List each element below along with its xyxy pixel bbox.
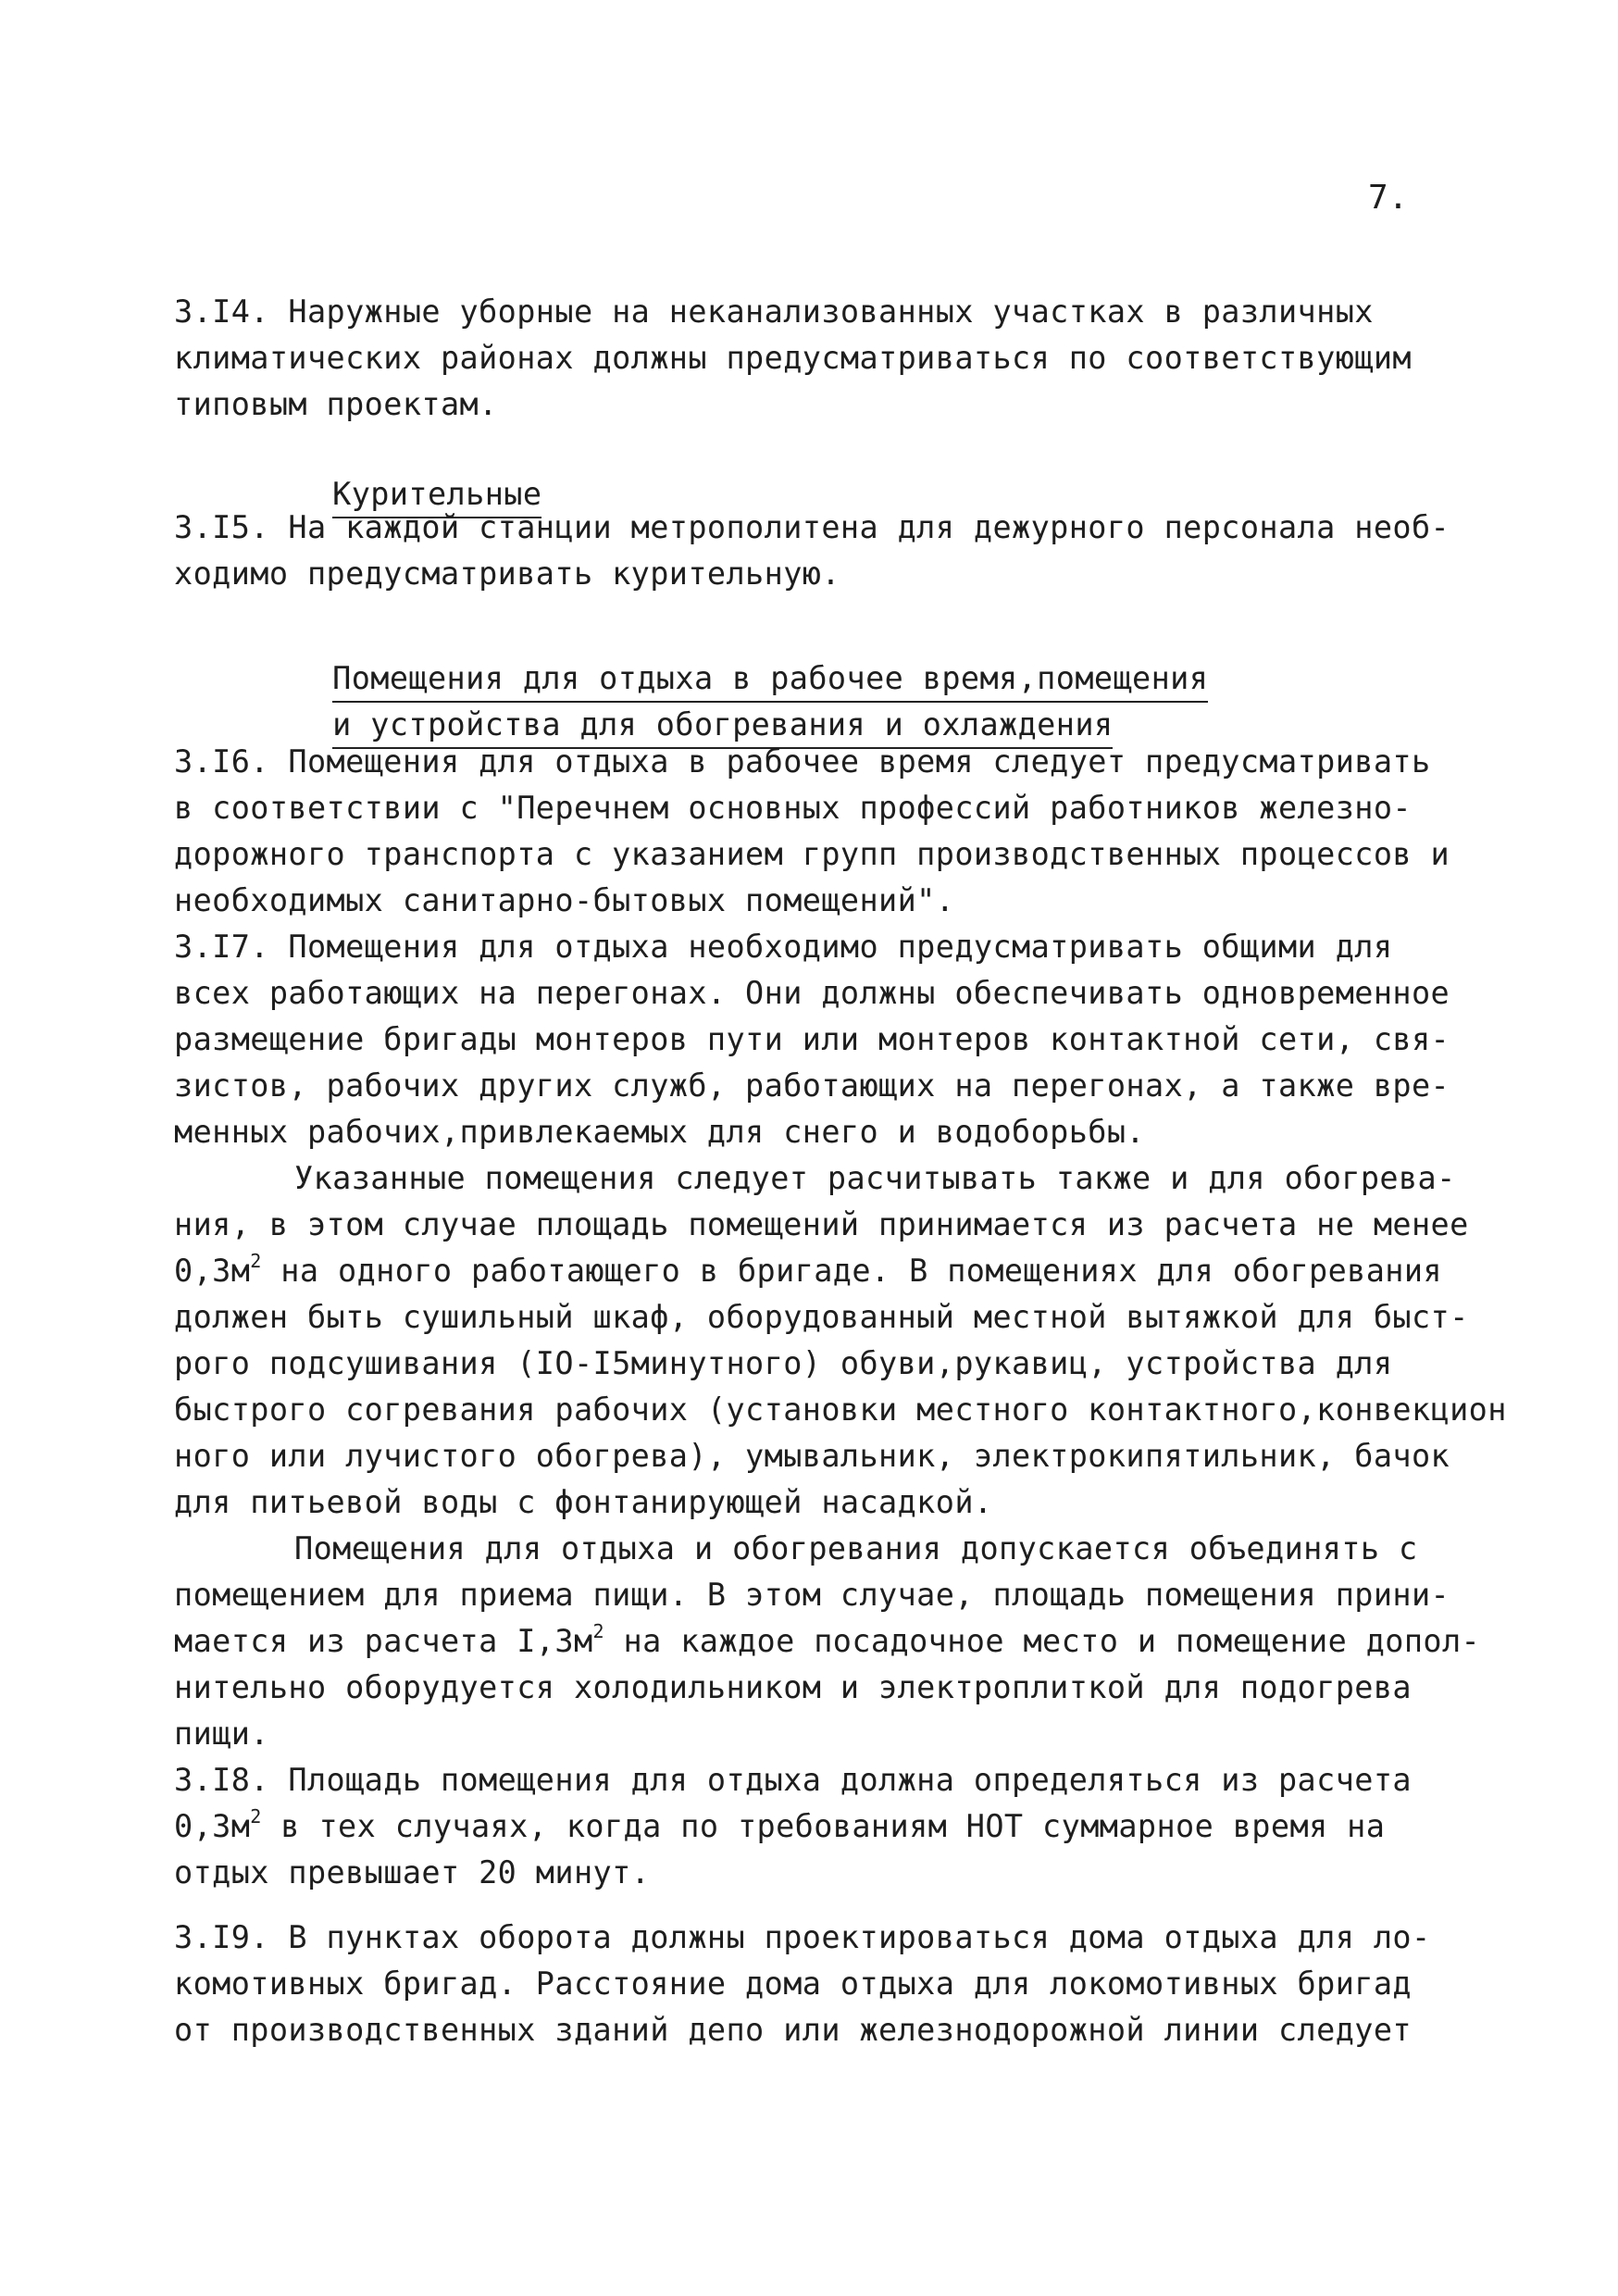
paragraph-3-18-line-3: отдых превышает 20 минут. xyxy=(174,1854,651,1890)
paragraph-3-18-line-2 xyxy=(174,1805,1386,1844)
superscript-2: 2 xyxy=(250,1805,262,1828)
heading-rest-rooms-text-1: Помещения для отдыха в рабочее время,помещения xyxy=(332,660,1208,703)
paragraph-3-17b-line-8: для питьевой воды с фонтанирующей насадкой. xyxy=(174,1484,993,1520)
page-number: 7. xyxy=(1368,179,1409,217)
paragraph-3-14-line-3: типовым проектам. xyxy=(174,386,498,422)
paragraph-3-18-line-1: 3.I8. Площадь помещения для отдыха должна определяться из расчета xyxy=(174,1762,1412,1798)
line-text: на каждое посадочное место и помещение допол- xyxy=(604,1623,1481,1659)
paragraph-3-19-line-2: комотивных бригад. Расстояние дома отдыха для локомотивных бригад xyxy=(174,1965,1412,2002)
paragraph-3-14-line-1: 3.I4. Наружные уборные на неканализованных участках в различных xyxy=(174,293,1374,330)
paragraph-3-17b-line-1: Указанные помещения следует расчитывать также и для обогрева- xyxy=(294,1160,1456,1196)
paragraph-3-16-line-4: необходимых санитарно-бытовых помещений". xyxy=(174,882,955,918)
paragraph-3-17c-line-3 xyxy=(174,1620,1481,1659)
line-text: на одного работающего в бригаде. В помещениях для обогревания xyxy=(261,1253,1442,1289)
line-text: в тех случаях, когда по требованиям НОТ суммарное время на xyxy=(261,1808,1386,1844)
paragraph-3-17b-line-6: быстрого согревания рабочих (установки местного контактного,конвекцион xyxy=(174,1391,1507,1428)
paragraph-3-17-line-2: всех работающих на перегонах. Они должны обеспечивать одновременное xyxy=(174,975,1450,1011)
heading-smoking-rooms xyxy=(294,447,542,512)
heading-smoking-rooms-text: Курительные xyxy=(332,476,541,518)
paragraph-3-17b-line-5: рого подсушивания (IO-I5минутного) обуви,рукавиц, устройства для xyxy=(174,1345,1393,1381)
superscript-2: 2 xyxy=(592,1620,604,1642)
paragraph-3-17b-line-2: ния, в этом случае площадь помещений принимается из расчета не менее xyxy=(174,1206,1469,1242)
paragraph-3-14-line-2: климатических районах должны предусматриваться по соответствующим xyxy=(174,340,1412,376)
paragraph-3-17-line-1: 3.I7. Помещения для отдыха необходимо предусматривать общими для xyxy=(174,929,1393,965)
paragraph-3-17c-line-1: Помещения для отдыха и обогревания допускается объединять с xyxy=(294,1530,1418,1566)
paragraph-3-17c-line-2: помещением для приема пищи. В этом случае, площадь помещения прини- xyxy=(174,1577,1450,1613)
paragraph-3-17-line-3: размещение бригады монтеров пути или монтеров контактной сети, свя- xyxy=(174,1021,1450,1057)
heading-rest-rooms-line-2 xyxy=(294,678,1113,740)
paragraph-3-16-line-2: в соответствии с "Перечнем основных профессий работников железно- xyxy=(174,790,1412,826)
paragraph-3-15-line-2: ходимо предусматривать курительную. xyxy=(174,555,840,592)
paragraph-3-17-line-5: менных рабочих,привлекаемых для снего и водоборьбы. xyxy=(174,1114,1146,1150)
paragraph-3-17b-line-4: должен быть сушильный шкаф, оборудованный местной вытяжкой для быст- xyxy=(174,1299,1469,1335)
paragraph-3-15-line-1: 3.I5. На каждой станции метрополитена для дежурного персонала необ- xyxy=(174,509,1450,545)
paragraph-3-19-line-3: от производственных зданий депо или железнодорожной линии следует xyxy=(174,2012,1412,2048)
line-text: мается из расчета I,3м xyxy=(174,1623,593,1659)
superscript-2: 2 xyxy=(250,1250,262,1272)
area-value: 0,3м xyxy=(174,1253,251,1289)
area-value: 0,3м xyxy=(174,1808,251,1844)
paragraph-3-17-line-4: зистов, рабочих других служб, работающих на перегонах, а также вре- xyxy=(174,1067,1450,1104)
paragraph-3-17b-line-7: ного или лучистого обогрева), умывальник, электрокипятильник, бачок xyxy=(174,1438,1450,1474)
paragraph-3-17c-line-5: пищи. xyxy=(174,1716,269,1752)
paragraph-3-17b-line-3 xyxy=(174,1250,1442,1289)
heading-rest-rooms-text-2: и устройства для обогревания и охлаждения xyxy=(332,706,1113,749)
paragraph-3-16-line-3: дорожного транспорта с указанием групп производственных процессов и xyxy=(174,836,1450,872)
paragraph-3-19-line-1: 3.I9. В пунктах оборота должны проектироваться дома отдыха для ло- xyxy=(174,1919,1431,1955)
paragraph-3-16-line-1: 3.I6. Помещения для отдыха в рабочее время следует предусматривать xyxy=(174,743,1431,780)
paragraph-3-17c-line-4: нительно оборудуется холодильником и электроплиткой для подогрева xyxy=(174,1669,1412,1705)
